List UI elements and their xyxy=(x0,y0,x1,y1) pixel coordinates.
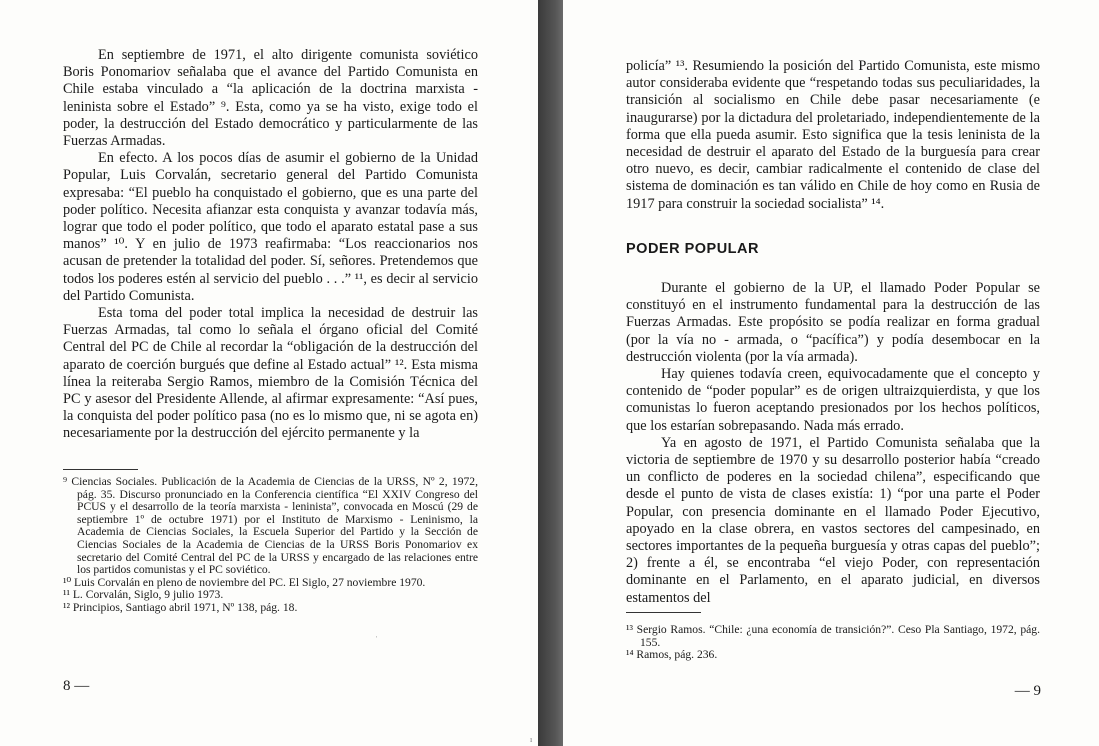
gutter-mark: ı xyxy=(530,735,533,744)
right-page xyxy=(563,0,1099,746)
body-paragraph: Esta toma del poder total implica la necesidad de destruir las Fuerzas Armadas, tal como lo señala el órgano oficial del Comité Central del PC de Chile al recordar la “obligación de la destrucción del aparato de coerción burgués que define al Estado actual” ¹². Esta misma línea la reiteraba Sergio Ramos, miembro de la Comisión Técnica del PC y asesor del Presidente Allende, al afirmar expresamente: “Así pues, la conquista del poder político pasa (no es lo mismo que, ni se agota en) necesariamente por la destrucción del ejército permanente y la xyxy=(63,305,478,442)
footnote: ¹⁰ Luis Corvalán en pleno de noviembre del PC. El Siglo, 27 noviembre 1970. xyxy=(63,575,426,589)
left-body-text xyxy=(63,47,478,443)
body-paragraph: Hay quienes todavía creen, equivocadamente que el concepto y contenido de “poder popular” es de origen ultraizquierdista, y que los comunistas lo fueron aceptando presionados por los hechos políticos, que los estarían sobrepasando. Nada más errado. xyxy=(626,366,1040,434)
page-number-right: — 9 xyxy=(1014,683,1041,699)
footnote: ⁹ Ciencias Sociales. Publicación de la Academia de Ciencias de la URSS, Nº 2, 1972, pág. 35. Discurso pronunciado en la Conferencia científica “El XXIV Congreso del PCUS y el desarrollo de la teoría marxista - leninista”, convocada en Moscú (29 de septiembre 1º de octubre 1971) por el Instituto de Marxismo - Leninismo, la Academia de Ciencias Sociales, la Escuela Superior del Partido y la Sección de Ciencias Sociales de la Academia de Ciencias de la URSS Boris Ponomariov ex secretario del Comité Central del PC de la URSS y encargado de las relaciones entre los partidos comunistas y el PC soviético. xyxy=(63,475,478,577)
footnote-rule xyxy=(63,469,138,470)
section-heading: PODER POPULAR xyxy=(626,240,759,257)
footnote: ¹² Principios, Santiago abril 1971, Nº 138, pág. 18. xyxy=(63,600,298,614)
left-page xyxy=(0,0,538,746)
book-gutter xyxy=(538,0,563,746)
footnote: ¹⁴ Ramos, pág. 236. xyxy=(626,648,718,662)
body-paragraph: En efecto. A los pocos días de asumir el gobierno de la Unidad Popular, Luis Corvalán, secretario general del Partido Comunista expresaba: “El pueblo ha conquistado el gobierno, que es una parte del poder político. Necesita afianzar esta conquista y avanzar todavía más, lograr que todo el poder político, que todo el aparato estatal pase a sus manos” ¹⁰. Y en julio de 1973 reafirmaba: “Los reaccionarios nos acusan de pretender la totalidad del poder. Sí, señores. Pretendemos que todos los poderes estén al servicio del pueblo . . .” ¹¹, es decir al servicio del Partido Comunista. xyxy=(63,150,478,304)
left-footnotes xyxy=(63,476,478,615)
right-footnotes xyxy=(626,624,1040,662)
right-body-text xyxy=(626,58,1040,607)
footnote: ¹¹ L. Corvalán, Siglo, 9 julio 1973. xyxy=(63,588,224,602)
footnote: ¹³ Sergio Ramos. “Chile: ¿una economía de transición?”. Ceso Pla Santiago, 1972, pág. 155. xyxy=(626,623,1040,649)
body-paragraph: policía” ¹³. Resumiendo la posición del Partido Comunista, este mismo autor consideraba evidente que “respetando todas sus peculiaridades, la transición al socialismo en Chile debe pasar necesariamente (e inaugurarse) por la dictadura del proletariado, independientemente de la forma que ella pueda asumir. Esto significa que la tesis leninista de la necesidad de destruir el aparato del Estado de la burguesía para crear otro nuevo, es decir, cambiar radicalmente el contenido de clase del sistema de dominación es tan válido en Chile de hoy como en Rusia de 1917 para construir la sociedad socialista” ¹⁴. xyxy=(626,58,1040,212)
body-paragraph: Ya en agosto de 1971, el Partido Comunista señalaba que la victoria de septiembre de 1970 y su desarrollo posterior había “creado un conflicto de poderes en la sociedad chilena”, especificando que desde el punto de vista de clases existía: 1) “por una parte el Poder Popular, con presencia dominante en el llamado Poder Ejecutivo, apoyado en la clase obrera, en vastos sectores del campesinado, en sectores importantes de la pequeña burguesía y otras capas del pueblo”; 2) frente a él, se encontraba “el viejo Poder, con representación dominante en el Parlamento, en el aparato judicial, en diversos estamentos del xyxy=(626,434,1040,606)
stray-mark: ˈ xyxy=(375,635,378,644)
page-number-left: 8 — xyxy=(63,678,90,694)
body-paragraph: Durante el gobierno de la UP, el llamado Poder Popular se constituyó en el instrumento fundamental para la destrucción de las Fuerzas Armadas. Este propósito se podía realizar en forma gradual (por la vía no - armada, o “pacífica”) y podía desembocar en la destrucción violenta (por la vía armada). xyxy=(626,280,1040,365)
body-paragraph: En septiembre de 1971, el alto dirigente comunista soviético Boris Ponomariov señalaba que el avance del Partido Comunista en Chile estaba vinculado a “la aplicación de la doctrina marxista - leninista sobre el Estado” ⁹. Esta, como ya se ha visto, exige todo el poder, la destrucción del Estado democrático y particularmente de las Fuerzas Armadas. xyxy=(63,47,478,150)
footnote-rule xyxy=(626,612,701,613)
